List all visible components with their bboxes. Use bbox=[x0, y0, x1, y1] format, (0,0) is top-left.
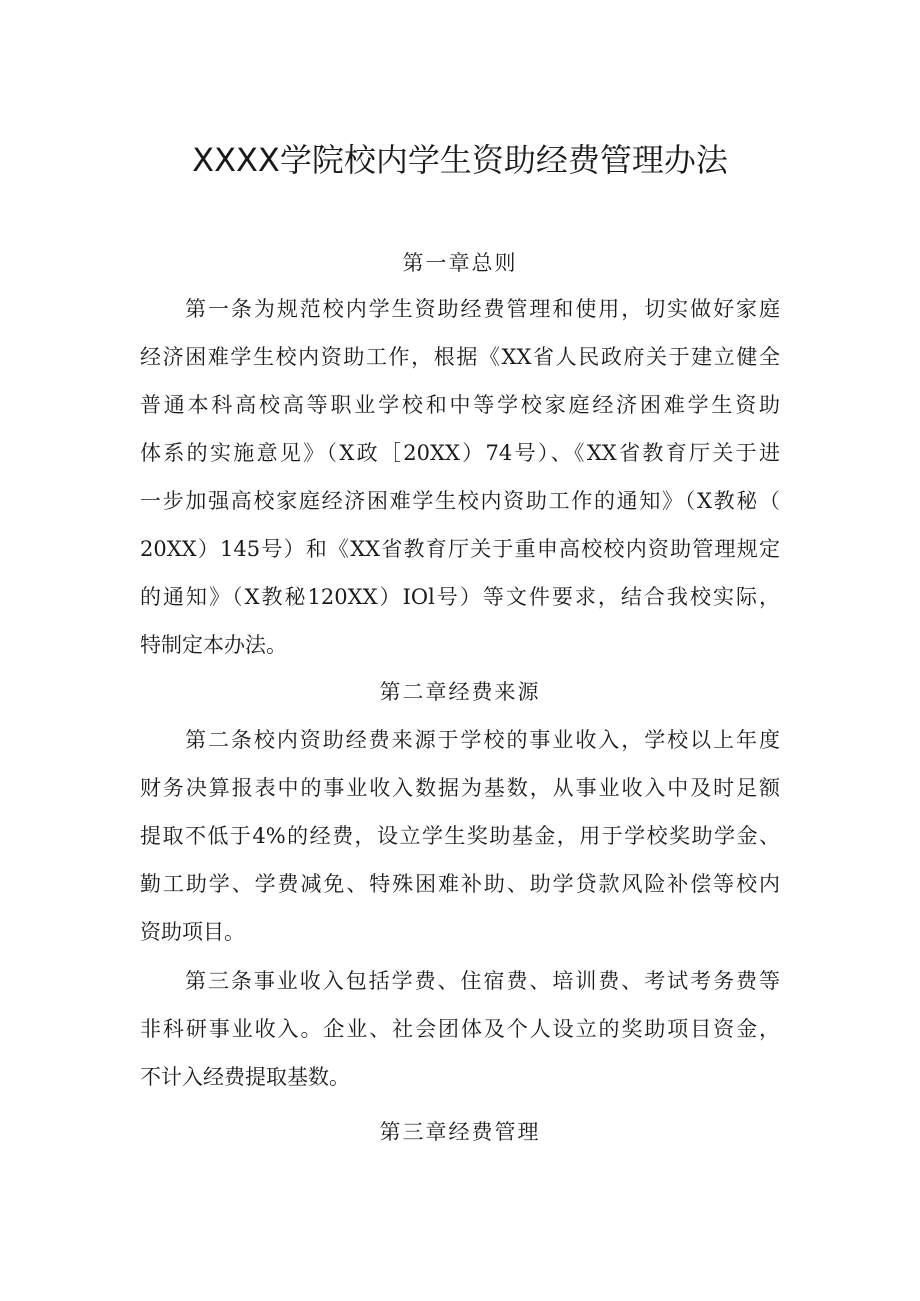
paragraph-line: 普通本科高校高等职业学校和中等学校家庭经济困难学生资助 bbox=[140, 393, 780, 417]
paragraph-line: 特制定本办法。 bbox=[140, 633, 287, 657]
chapter-heading-2: 第二章经费来源 bbox=[379, 680, 541, 704]
paragraph-line: 的通知》（X教秘120XX）IOl号）等文件要求，结合我校实际， bbox=[140, 585, 780, 609]
paragraph-line: 非科研事业收入。企业、社会团体及个人设立的奖助项目资金， bbox=[140, 1017, 780, 1041]
paragraph-line: 财务决算报表中的事业收入数据为基数，从事业收入中及时足额 bbox=[140, 776, 780, 800]
paragraph-line: 勤工助学、学费减免、特殊困难补助、助学贷款风险补偿等校内 bbox=[140, 872, 780, 896]
paragraph-line: 第三条事业收入包括学费、住宿费、培训费、考试考务费等 bbox=[185, 969, 780, 993]
paragraph-line: 体系的实施意见》（X政［20XX）74号）、《XX省教育厅关于进 bbox=[140, 441, 780, 465]
paragraph-line: 第一条为规范校内学生资助经费管理和使用，切实做好家庭 bbox=[185, 297, 780, 321]
paragraph-line: 第二条校内资助经费来源于学校的事业收入，学校以上年度 bbox=[185, 728, 780, 752]
paragraph-line: 经济困难学生校内资助工作，根据《XX省人民政府关于建立健全 bbox=[140, 345, 780, 369]
paragraph-line: 资助项目。 bbox=[140, 920, 245, 944]
paragraph-line: 一步加强高校家庭经济困难学生校内资助工作的通知》（X教秘（ bbox=[140, 489, 780, 513]
chapter-heading-3: 第三章经费管理 bbox=[379, 1120, 541, 1144]
chapter-heading-1: 第一章总则 bbox=[402, 251, 518, 275]
paragraph-line: 20XX）145号）和《XX省教育厅关于重申高校校内资助管理规定 bbox=[140, 537, 780, 561]
paragraph-line: 提取不低于4%的经费，设立学生奖助基金，用于学校奖助学金、 bbox=[140, 824, 780, 848]
paragraph-line: 不计入经费提取基数。 bbox=[140, 1065, 350, 1089]
document-title: XXXX学院校内学生资助经费管理办法 bbox=[192, 141, 728, 179]
